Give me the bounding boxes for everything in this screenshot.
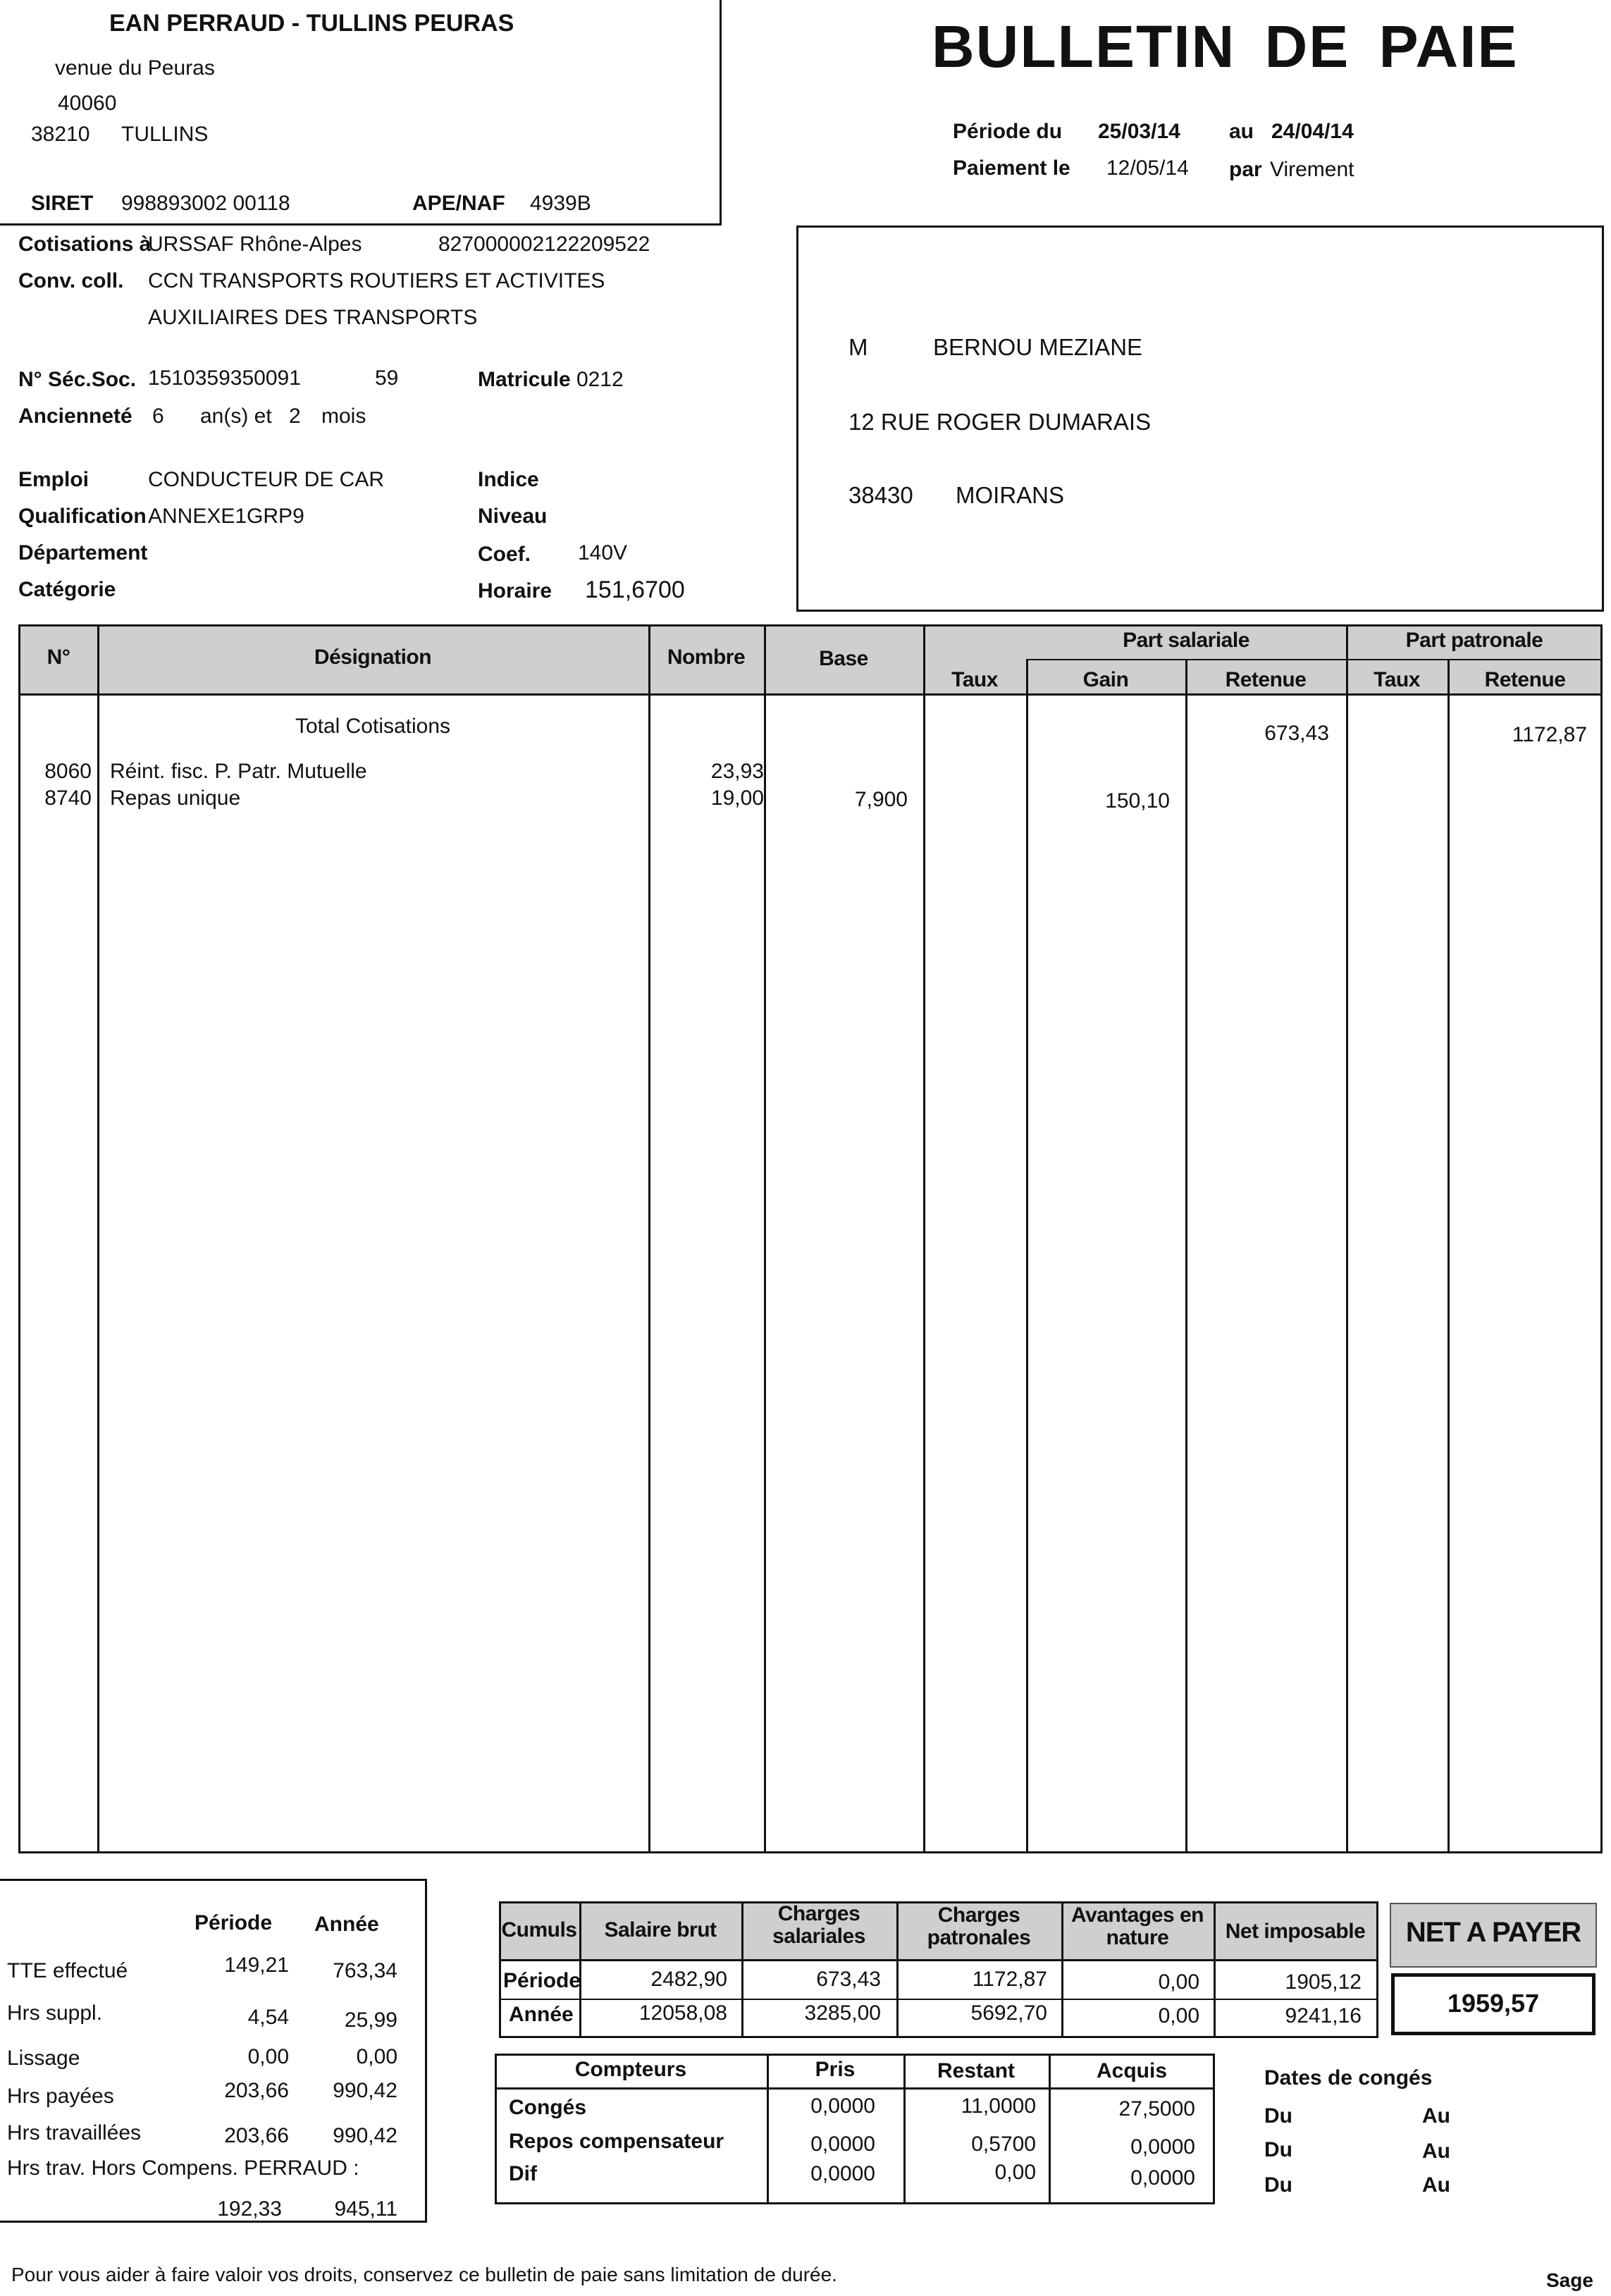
- conges-du-2: Du: [1264, 2138, 1292, 2161]
- hours-label: TTE effectué: [7, 1959, 128, 1982]
- header-part-patronale: Part patronale: [1405, 629, 1543, 652]
- ape-label: APE/NAF: [412, 192, 505, 215]
- conges-title: Dates de congés: [1264, 2066, 1433, 2090]
- cumuls-net-imposable: 9241,16: [1285, 2004, 1362, 2027]
- header-retenue-patronale: Retenue: [1484, 668, 1566, 691]
- hours-label: Hrs payées: [7, 2085, 114, 2108]
- header-taux-patronale: Taux: [1374, 668, 1420, 691]
- employee-city: MOIRANS: [956, 482, 1065, 508]
- qualification-value: ANNEXE1GRP9: [148, 505, 304, 528]
- period-from: 25/03/14: [1098, 120, 1180, 143]
- col-divider-retenue: [1346, 624, 1348, 1853]
- row-num: 8740: [44, 786, 92, 810]
- hours-periode: 203,66: [224, 2124, 289, 2147]
- anciennete-months: 2: [289, 405, 301, 428]
- compteurs-header-pris: Pris: [815, 2058, 856, 2081]
- hours-label: Hrs travaillées: [7, 2121, 142, 2144]
- cotisations-label: Cotisations à: [18, 233, 152, 256]
- cumuls-header-label: Cumuls: [501, 1918, 577, 1942]
- horaire-value: 151,6700: [585, 576, 685, 603]
- col-divider-taux-p: [1448, 659, 1450, 1853]
- row-base: 7,900: [854, 788, 908, 811]
- cumuls-header-charges-pat: Charges patronales: [927, 1903, 1031, 1949]
- cumuls-avantages: 0,00: [1158, 1970, 1199, 1994]
- period-to: 24/04/14: [1271, 120, 1354, 143]
- hours-hors-compens-annee: 945,11: [334, 2197, 397, 2221]
- employer-postcode: 38210: [31, 123, 90, 146]
- col-divider-gain: [1185, 659, 1187, 1853]
- net-value: 1959,57: [1447, 1989, 1540, 2018]
- conv-coll-label: Conv. coll.: [18, 269, 124, 292]
- footer-brand: Sage: [1546, 2269, 1593, 2291]
- compteurs-header-restant: Restant: [937, 2059, 1016, 2082]
- emploi-label: Emploi: [18, 468, 90, 491]
- cumuls-avantages: 0,00: [1158, 2004, 1199, 2027]
- header-taux: Taux: [951, 668, 998, 691]
- cumuls-header-net-imposable: Net imposable: [1225, 1920, 1366, 1943]
- total-retenue-salariale: 673,43: [1264, 722, 1329, 745]
- compteurs-row-label: Dif: [509, 2162, 537, 2185]
- hours-col-annee: Année: [314, 1913, 379, 1936]
- period-to-label: au: [1229, 120, 1254, 143]
- coef-value: 140V: [578, 541, 628, 564]
- payment-method: Virement: [1270, 158, 1354, 181]
- compteurs-pris: 0,0000: [810, 2094, 875, 2118]
- employer-address-2: 40060: [58, 92, 117, 115]
- matricule-value: 0212: [576, 368, 624, 391]
- compteurs-header-divider: [495, 2087, 1215, 2090]
- header-part-salariale: Part salariale: [1123, 629, 1249, 652]
- conges-au-2: Au: [1422, 2140, 1450, 2163]
- compteurs-acquis: 27,5000: [1118, 2097, 1195, 2121]
- secsoc-key: 59: [375, 366, 399, 390]
- header-num: N°: [47, 646, 70, 669]
- departement-label: Département: [18, 541, 148, 564]
- emploi-value: CONDUCTEUR DE CAR: [148, 468, 385, 491]
- total-cotisations-label: Total Cotisations: [295, 715, 451, 738]
- hours-periode: 4,54: [247, 2006, 289, 2029]
- cumuls-row-label: Période: [503, 1969, 581, 1992]
- employer-name: EAN PERRAUD - TULLINS PEURAS: [109, 10, 514, 37]
- total-retenue-patronale: 1172,87: [1512, 723, 1587, 746]
- hours-annee: 990,42: [333, 2079, 397, 2102]
- anciennete-months-unit: mois: [321, 405, 366, 428]
- document-title: BULLETIN DE PAIE: [932, 13, 1519, 80]
- compteurs-row-label: Repos compensateur: [509, 2130, 724, 2153]
- row-designation: Repas unique: [110, 786, 241, 810]
- hours-annee: 990,42: [333, 2124, 397, 2147]
- siret-value: 998893002 00118: [121, 192, 290, 215]
- ape-value: 4939B: [530, 192, 591, 215]
- employee-civility: M: [848, 334, 868, 360]
- conges-du-1: Du: [1264, 2104, 1292, 2128]
- cumuls-header-charges-sal: Charges salariales: [772, 1902, 865, 1948]
- payment-label: Paiement le: [953, 156, 1070, 180]
- horaire-label: Horaire: [478, 579, 553, 603]
- matricule-label: Matricule: [478, 368, 571, 391]
- secsoc-label: N° Séc.Soc.: [18, 368, 137, 391]
- hours-label: Lissage: [7, 2047, 80, 2070]
- compteurs-header-acquis: Acquis: [1096, 2059, 1168, 2082]
- hours-periode: 203,66: [224, 2079, 289, 2102]
- compteurs-pris: 0,0000: [810, 2133, 875, 2156]
- coef-label: Coef.: [478, 543, 531, 566]
- footer-notice: Pour vous aider à faire valoir vos droits, conservez ce bulletin de paie sans limitation de durée.: [11, 2264, 837, 2285]
- qualification-label: Qualification: [18, 505, 147, 528]
- employee-name: BERNOU MEZIANE: [933, 334, 1143, 360]
- conges-au-3: Au: [1422, 2173, 1450, 2197]
- secsoc-value: 1510359350091: [148, 366, 301, 390]
- header-gain: Gain: [1082, 668, 1129, 691]
- anciennete-years-unit: an(s) et: [200, 405, 272, 428]
- hours-col-periode: Période: [195, 1911, 273, 1934]
- cumuls-brut: 2482,90: [650, 1968, 727, 1991]
- cumuls-header-avantages: Avantages en nature: [1071, 1903, 1204, 1949]
- hours-hors-compens-periode: 192,33: [217, 2197, 282, 2221]
- payment-by-label: par: [1229, 158, 1262, 181]
- compteurs-row-label: Congés: [509, 2096, 587, 2119]
- compteurs-acquis: 0,0000: [1130, 2166, 1195, 2190]
- anciennete-years: 6: [152, 405, 164, 428]
- conv-coll-line1: CCN TRANSPORTS ROUTIERS ET ACTIVITES: [148, 269, 605, 292]
- cumuls-header-brut: Salaire brut: [604, 1918, 717, 1942]
- header-base: Base: [819, 647, 868, 670]
- conv-coll-line2: AUXILIAIRES DES TRANSPORTS: [148, 306, 478, 329]
- row-gain: 150,10: [1105, 789, 1170, 813]
- compteurs-restant: 0,00: [994, 2161, 1036, 2184]
- cotisations-org: URSSAF Rhône-Alpes: [148, 233, 362, 256]
- cumuls-charges-pat: 1172,87: [972, 1968, 1047, 1991]
- header-nombre: Nombre: [667, 646, 746, 669]
- siret-label: SIRET: [31, 192, 94, 215]
- cumuls-row-label: Année: [509, 2003, 574, 2026]
- anciennete-label: Ancienneté: [18, 405, 132, 428]
- cumuls-row-divider: [499, 1999, 1378, 2000]
- niveau-label: Niveau: [478, 505, 548, 528]
- payment-date: 12/05/14: [1106, 156, 1189, 180]
- categorie-label: Catégorie: [18, 578, 116, 601]
- row-designation: Réint. fisc. P. Patr. Mutuelle: [110, 760, 367, 783]
- hours-annee: 25,99: [344, 2008, 397, 2032]
- cumuls-brut: 12058,08: [638, 2001, 727, 2025]
- hours-periode: 0,00: [247, 2045, 289, 2068]
- cumuls-charges-pat: 5692,70: [970, 2001, 1047, 2025]
- col-divider-base: [923, 624, 925, 1853]
- header-designation: Désignation: [314, 646, 432, 669]
- compteurs-restant: 11,0000: [961, 2094, 1036, 2118]
- header-retenue: Retenue: [1225, 668, 1307, 691]
- hours-annee: 763,34: [333, 1959, 397, 1982]
- cumuls-net-imposable: 1905,12: [1285, 1970, 1362, 1994]
- employee-street: 12 RUE ROGER DUMARAIS: [848, 409, 1152, 435]
- hours-periode: 149,21: [224, 1954, 289, 1977]
- cotisations-number: 827000002122209522: [438, 233, 650, 256]
- table-header-divider: [18, 693, 1603, 696]
- conges-du-3: Du: [1264, 2173, 1292, 2197]
- col-divider-taux: [1026, 659, 1028, 1853]
- compteurs-restant: 0,5700: [971, 2133, 1036, 2156]
- hours-hors-compens-label: Hrs trav. Hors Compens. PERRAUD :: [7, 2156, 359, 2180]
- employer-city: TULLINS: [121, 123, 209, 146]
- table-subheader-divider-pat: [1346, 659, 1603, 660]
- hours-annee: 0,00: [356, 2045, 397, 2068]
- employee-postcode: 38430: [848, 482, 913, 508]
- compteurs-pris: 0,0000: [810, 2162, 875, 2185]
- row-nombre: 19,00: [710, 786, 764, 810]
- compteurs-acquis: 0,0000: [1130, 2135, 1195, 2159]
- indice-label: Indice: [478, 468, 539, 491]
- cumuls-header-divider: [499, 1959, 1378, 1961]
- cumuls-charges-sal: 673,43: [816, 1968, 881, 1991]
- period-label: Période du: [953, 120, 1063, 143]
- cumuls-charges-sal: 3285,00: [804, 2001, 881, 2025]
- conges-au-1: Au: [1422, 2104, 1450, 2128]
- row-nombre: 23,93: [710, 760, 764, 783]
- row-num: 8060: [44, 760, 92, 783]
- compteurs-header-label: Compteurs: [574, 2058, 687, 2081]
- col-divider-num: [97, 624, 99, 1853]
- hours-label: Hrs suppl.: [7, 2001, 103, 2025]
- employer-address: venue du Peuras: [55, 56, 215, 80]
- net-label: NET A PAYER: [1405, 1917, 1581, 1948]
